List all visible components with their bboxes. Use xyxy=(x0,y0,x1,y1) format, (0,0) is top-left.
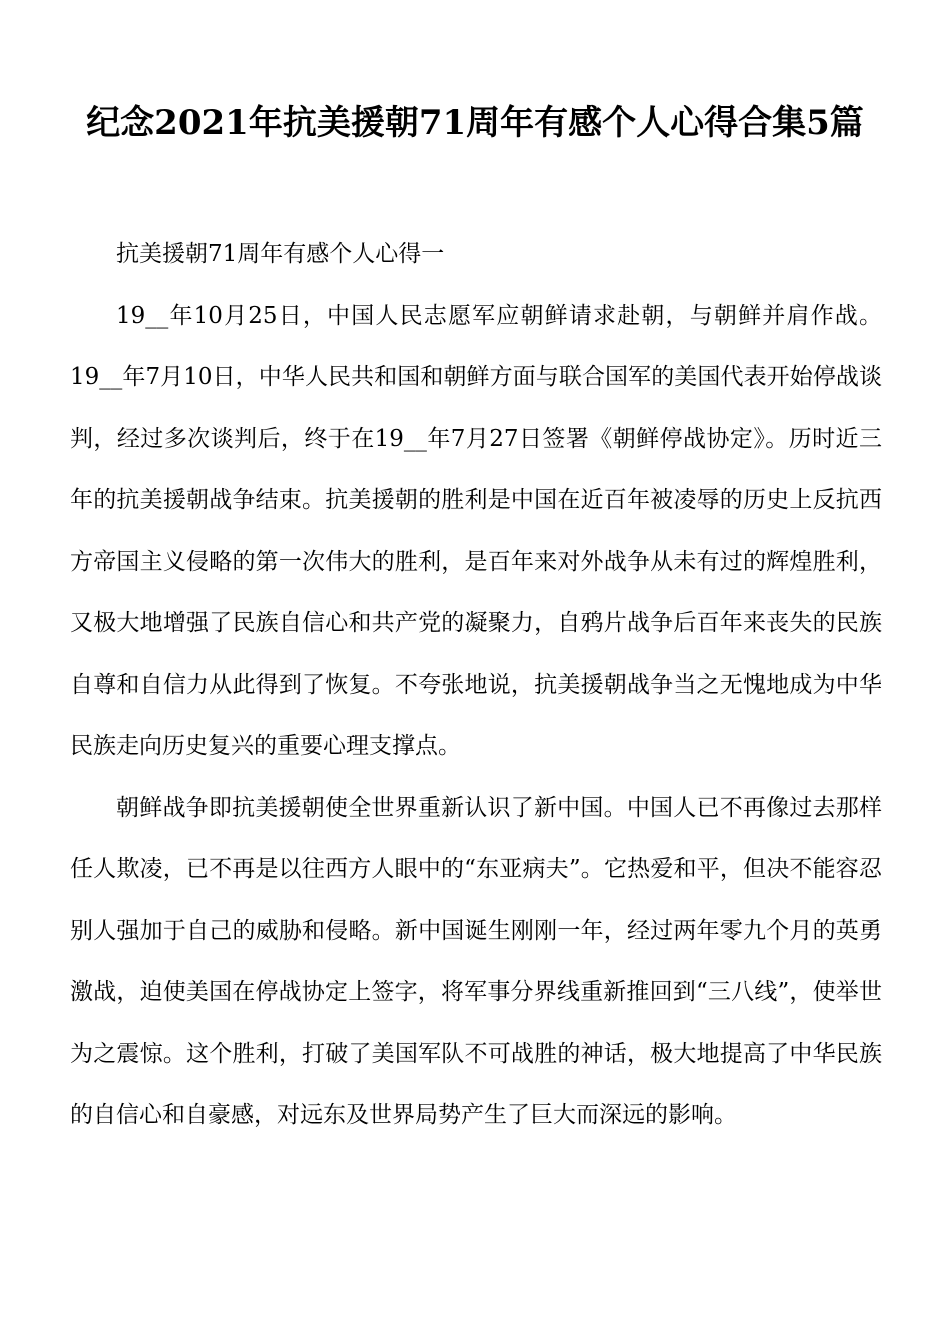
document-title: 纪念2021年抗美援朝71周年有感个人心得合集5篇 xyxy=(86,103,864,143)
document-body xyxy=(70,224,882,1147)
section-heading: 抗美援朝71周年有感个人心得一 xyxy=(116,241,445,267)
body-paragraph-1: 19__年10月25日，中国人民志愿军应朝鲜请求赴朝，与朝鲜并肩作战。19__年7月10日，中华人民共和国和朝鲜方面与联合国军的美国代表开始停战谈判，经过多次谈判后，终于在19__年7月27日签署《朝鲜停战协定》。历时近三年的抗美援朝战争结束。抗美援朝的胜利是中国在近百年被凌辱的历史上反抗西方帝国主义侵略的第一次伟大的胜利，是百年来对外战争从未有过的辉煌胜利，又极大地增强了民族自信心和共产党的凝聚力，自鸦片战争后百年来丧失的民族自尊和自信力从此得到了恢复。不夸张地说，抗美援朝战争当之无愧地成为中华民族走向历史复兴的重要心理支撑点。 xyxy=(70,302,882,759)
body-paragraph-2: 朝鲜战争即抗美援朝使全世界重新认识了新中国。中国人已不再像过去那样任人欺凌，已不再是以往西方人眼中的“东亚病夫”。它热爱和平，但决不能容忍别人强加于自己的威胁和侵略。新中国诞生刚刚一年，经过两年零九个月的英勇激战，迫使美国在停战协定上签字，将军事分界线重新推回到“三八线”，使举世为之震惊。这个胜利，打破了美国军队不可战胜的神话，极大地提高了中华民族的自信心和自豪感，对远东及世界局势产生了巨大而深远的影响。 xyxy=(70,794,882,1128)
